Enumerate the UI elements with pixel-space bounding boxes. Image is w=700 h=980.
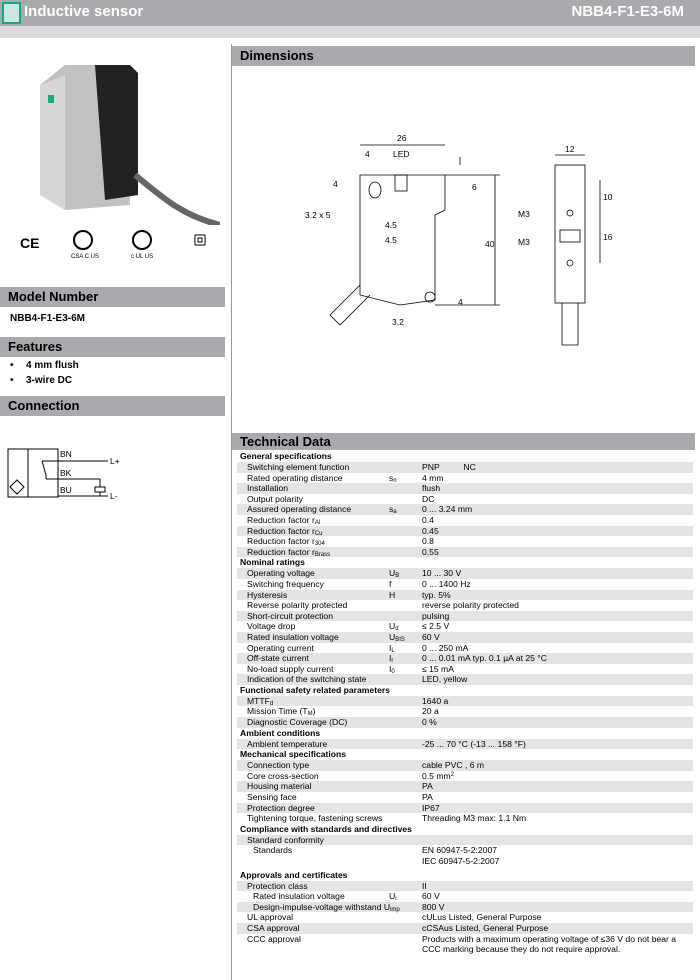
row-label: Switching frequency xyxy=(247,578,324,589)
row-value: Products with a maximum operating voltage of ≤36 V do not bear a CCC marking because they do not require approval. xyxy=(422,933,677,955)
symbol-subscript: 0 xyxy=(391,668,395,675)
table-row xyxy=(237,526,693,537)
row-value: 1640 a xyxy=(422,695,449,706)
row-label: Switching element function xyxy=(247,462,350,472)
row-value: 0 % xyxy=(422,717,437,728)
row-symbol xyxy=(389,717,422,728)
label-subscript: Al xyxy=(314,519,321,526)
label-subscript: 304 xyxy=(314,541,325,548)
load-symbol-icon xyxy=(95,487,105,492)
table-row xyxy=(237,568,693,579)
section-heading: Ambient conditions xyxy=(240,727,321,738)
table-row xyxy=(237,611,693,622)
technical-data-heading: Technical Data xyxy=(232,433,695,450)
feature-item: • 4 mm flush xyxy=(10,360,79,375)
row-label: Output polarity xyxy=(247,493,303,504)
row-symbol xyxy=(389,462,422,473)
row-symbol xyxy=(389,706,422,717)
ul-mark-icon xyxy=(133,231,151,249)
row-symbol: f xyxy=(389,578,392,589)
row-symbol xyxy=(389,696,422,707)
header-model: NBB4-F1-E3-6M xyxy=(571,3,684,20)
label-subscript: Brass xyxy=(314,551,331,558)
row-value: flush xyxy=(422,483,441,494)
row-label: Sensing face xyxy=(247,792,297,803)
row-value: 0 ... 1400 Hz xyxy=(422,578,471,589)
wire-label-bu: BU xyxy=(60,485,72,495)
row-symbol xyxy=(389,760,422,771)
table-row xyxy=(237,600,693,611)
section-heading: Mechanical specifications xyxy=(240,749,347,760)
table-row xyxy=(237,923,693,934)
table-row xyxy=(237,473,693,484)
row-value: cable PVC , 6 m xyxy=(422,760,485,771)
row-value: 60 V xyxy=(422,631,440,642)
row-label: Rated operating distance xyxy=(247,472,343,483)
dim-10: 10 xyxy=(603,192,613,202)
row-label: Diagnostic Coverage (DC) xyxy=(247,717,348,728)
table-row xyxy=(237,813,693,824)
row-label: Assured operating distance xyxy=(247,504,352,515)
section-heading: Nominal ratings xyxy=(240,557,305,568)
section-heading: Functional safety related parameters xyxy=(240,684,390,695)
row-label: Core cross-section xyxy=(247,770,319,781)
features-heading: Features xyxy=(0,337,225,357)
row-value: 800 V xyxy=(422,901,445,912)
row-symbol: $U_{BIS}$ xyxy=(389,631,405,643)
symbol-subscript: BIS xyxy=(395,636,405,643)
row-label: UL approval xyxy=(247,912,294,923)
table-row xyxy=(237,934,693,958)
row-value: 0.4 xyxy=(422,514,434,525)
row-label: Hysteresis xyxy=(247,589,288,600)
dimensions-heading: Dimensions xyxy=(232,46,695,66)
row-value: 4 mm xyxy=(422,472,444,483)
table-row xyxy=(237,547,693,558)
connection-diagram xyxy=(0,435,140,505)
feature-item: • 3-wire DC xyxy=(10,375,79,390)
table-row xyxy=(237,664,693,675)
row-value: 20 a xyxy=(422,706,439,717)
row-value: typ. 5% xyxy=(422,589,451,600)
row-symbol xyxy=(389,526,422,537)
row-symbol xyxy=(389,600,422,611)
dim-16: 16 xyxy=(603,232,613,242)
table-row xyxy=(237,504,693,515)
symbol-subscript: a xyxy=(393,509,397,516)
section-heading: General specifications xyxy=(240,451,332,461)
table-row xyxy=(237,912,693,923)
table-row xyxy=(237,536,693,547)
row-value: ≤ 2.5 V xyxy=(422,621,450,632)
row-symbol xyxy=(389,771,422,782)
row-label: Connection type xyxy=(247,760,310,771)
row-label: Ambient temperature xyxy=(247,738,328,749)
row-symbol: $s_n$ xyxy=(389,472,397,484)
row-value: 0.5 $mm^2$ xyxy=(422,770,454,781)
row-label: Voltage drop xyxy=(247,621,296,632)
table-row xyxy=(237,515,693,526)
dim-label: 4.5 xyxy=(385,220,397,230)
row-value: 0.45 xyxy=(422,525,439,536)
dim-label: 3.2 xyxy=(392,317,404,327)
row-value: 60 V xyxy=(422,891,440,902)
row-label: Reduction factor $r_{304}$ xyxy=(247,536,325,548)
csa-mark-label: CSA C US xyxy=(71,254,100,260)
model-number-value: NBB4-F1-E3-6M xyxy=(10,313,86,324)
title-bar xyxy=(0,0,700,26)
table-row xyxy=(237,781,693,792)
row-symbol: $U_d$ xyxy=(389,621,399,633)
value-superscript: 2 xyxy=(450,771,454,778)
csa-mark-icon xyxy=(74,231,92,249)
terminal-l-plus: L+ xyxy=(110,456,120,466)
row-value: 0 ... 250 mA xyxy=(422,642,469,653)
row-label: Operating current xyxy=(247,642,314,653)
connection-heading: Connection xyxy=(0,396,225,416)
row-symbol xyxy=(389,934,422,955)
table-row xyxy=(237,706,693,717)
table-row xyxy=(237,494,693,505)
row-value: pulsing xyxy=(422,610,450,621)
features-list xyxy=(10,360,79,390)
row-symbol xyxy=(389,494,422,505)
row-label: Off-state current xyxy=(247,653,309,664)
symbol-subscript: L xyxy=(391,647,395,654)
wire-label-bn: BN xyxy=(60,449,72,459)
row-symbol: H xyxy=(389,589,396,600)
row-label: Design-impulse-voltage withstand $U_{imp}$ xyxy=(253,901,400,913)
row-symbol xyxy=(389,483,422,494)
table-row xyxy=(237,579,693,590)
row-value: DC xyxy=(422,493,435,504)
row-label: No-load supply current xyxy=(247,663,334,674)
class-ii-mark-icon xyxy=(195,235,205,245)
row-label: Housing material xyxy=(247,781,312,792)
row-symbol xyxy=(389,611,422,622)
dim-label: 4.5 xyxy=(385,235,397,245)
row-label: Rated insulation voltage xyxy=(253,891,345,902)
row-value: 0.8 xyxy=(422,536,434,547)
row-symbol xyxy=(389,881,422,892)
table-row xyxy=(237,621,693,632)
row-label: Reduction factor $r_{Cu}$ xyxy=(247,525,323,537)
row-symbol xyxy=(389,536,422,547)
row-label: CCC approval xyxy=(247,933,301,944)
row-value: PNP NC xyxy=(422,462,476,472)
symbol-subscript: d xyxy=(395,626,399,633)
dim-40: 40 xyxy=(485,239,495,249)
row-value: -25 ... 70 °C (-13 ... 158 °F) xyxy=(422,738,526,749)
label-subscript: M xyxy=(307,711,313,718)
side-view xyxy=(555,155,600,345)
model-number-heading: Model Number xyxy=(0,287,225,307)
row-value: cCSAus Listed, General Purpose xyxy=(422,922,549,933)
front-view xyxy=(330,145,500,325)
table-row xyxy=(237,717,693,728)
m3-label: M3 xyxy=(518,209,530,219)
table-row xyxy=(237,643,693,654)
certification-icons xyxy=(15,228,220,260)
table-row xyxy=(237,792,693,803)
table-row xyxy=(237,902,693,913)
row-value: IP67 xyxy=(422,802,440,813)
dim-label: 3.2 x 5 xyxy=(305,210,331,220)
table-row xyxy=(237,696,693,707)
row-symbol xyxy=(389,792,422,803)
technical-data-table xyxy=(237,451,693,958)
label-subscript: imp xyxy=(390,906,400,913)
row-symbol xyxy=(389,739,422,750)
dim-26: 26 xyxy=(397,133,407,143)
led-label: LED xyxy=(393,149,410,159)
section-heading: Approvals and certificates xyxy=(240,869,348,880)
row-label: Short-circuit protection xyxy=(247,610,333,621)
dim-12: 12 xyxy=(565,144,575,154)
row-label: $MTTF_d$ xyxy=(247,695,274,707)
table-row xyxy=(237,803,693,814)
table-row xyxy=(237,760,693,771)
row-value: ≤ 15 mA xyxy=(422,663,454,674)
wire-label-bk: BK xyxy=(60,468,72,478)
table-row xyxy=(237,653,693,664)
symbol-subscript: i xyxy=(395,896,397,903)
table-row xyxy=(237,891,693,902)
dim-label: 4 xyxy=(333,179,338,189)
row-symbol xyxy=(389,547,422,558)
row-symbol: $s_a$ xyxy=(389,504,397,516)
row-symbol xyxy=(389,923,422,934)
row-value: cULus Listed, General Purpose xyxy=(422,912,542,923)
row-label: Reverse polarity protected xyxy=(247,600,348,611)
row-symbol: $I_r$ xyxy=(389,653,394,665)
table-row xyxy=(237,739,693,750)
symbol-subscript: n xyxy=(393,477,397,484)
row-label: Standard conformity xyxy=(247,834,324,845)
row-value: LED, yellow xyxy=(422,674,468,685)
dimension-drawing xyxy=(300,125,630,370)
row-symbol: $I_L$ xyxy=(389,642,395,654)
row-value: 0.55 xyxy=(422,546,439,557)
row-label: Tightening torque, fastening screws xyxy=(247,813,383,824)
row-label: Reduction factor $r_{Al}$ xyxy=(247,514,321,526)
ul-mark-label: c UL US xyxy=(131,254,154,260)
row-value xyxy=(422,835,693,846)
page-title: Inductive sensor xyxy=(24,3,144,20)
row-symbol: $I_0$ xyxy=(389,663,395,675)
row-symbol xyxy=(389,813,422,824)
table-row xyxy=(237,590,693,601)
label-subscript: d xyxy=(269,700,274,707)
row-label: Indication of the switching state xyxy=(247,674,367,685)
row-value: II xyxy=(422,880,427,891)
table-row xyxy=(237,835,693,846)
row-value: EN 60947-5-2:2007 IEC 60947-5-2:2007 xyxy=(422,845,500,866)
table-row xyxy=(237,771,693,782)
table-row xyxy=(237,845,693,869)
row-label: Protection degree xyxy=(247,802,315,813)
row-symbol: $U_B$ xyxy=(389,568,400,580)
row-symbol xyxy=(389,835,422,846)
row-value: Threading M3 max: 1.1 Nm xyxy=(422,813,527,824)
row-label: Rated insulation voltage xyxy=(247,631,339,642)
row-value: 0 ... 0.01 mA typ. 0.1 µA at 25 °C xyxy=(422,653,547,664)
row-label: Operating voltage xyxy=(247,568,315,579)
row-value: 0 ... 3.24 mm xyxy=(422,504,473,515)
row-value: PA xyxy=(422,781,433,792)
table-row xyxy=(237,881,693,892)
row-value: reverse polarity protected xyxy=(422,600,519,611)
column-divider xyxy=(231,44,232,980)
row-symbol xyxy=(389,845,422,866)
row-label: CSA approval xyxy=(247,922,300,933)
row-symbol xyxy=(389,781,422,792)
table-row xyxy=(237,632,693,643)
row-symbol xyxy=(389,912,422,923)
header-band xyxy=(0,26,700,38)
row-label: Protection class xyxy=(247,880,308,891)
terminal-l-minus: L- xyxy=(110,491,118,501)
section-heading: Compliance with standards and directives xyxy=(240,823,412,834)
table-row xyxy=(237,483,693,494)
row-symbol xyxy=(389,515,422,526)
label-subscript: Cu xyxy=(314,530,323,537)
row-label: Standards xyxy=(253,845,293,856)
table-row xyxy=(237,674,693,685)
dim-label: 4 xyxy=(458,297,463,307)
sensor-symbol-icon xyxy=(10,480,24,494)
row-symbol: $U_i$ xyxy=(389,891,397,903)
symbol-subscript: r xyxy=(391,658,394,665)
row-label: Mission Time $(T_M)$ xyxy=(247,706,316,718)
ce-mark: CE xyxy=(20,235,40,251)
row-value: 10 ... 30 V xyxy=(422,568,462,579)
table-row xyxy=(237,462,693,473)
dim-label: 4 xyxy=(365,149,370,159)
brand-logo xyxy=(2,2,21,24)
product-image xyxy=(20,45,220,225)
dim-label: 6 xyxy=(472,182,477,192)
row-label: Installation xyxy=(247,483,289,494)
row-value: PA xyxy=(422,792,433,803)
row-label: Reduction factor $r_{Brass}$ xyxy=(247,546,331,558)
row-symbol xyxy=(389,803,422,814)
row-symbol xyxy=(389,674,422,685)
symbol-subscript: B xyxy=(395,573,400,580)
m3-label: M3 xyxy=(518,237,530,247)
